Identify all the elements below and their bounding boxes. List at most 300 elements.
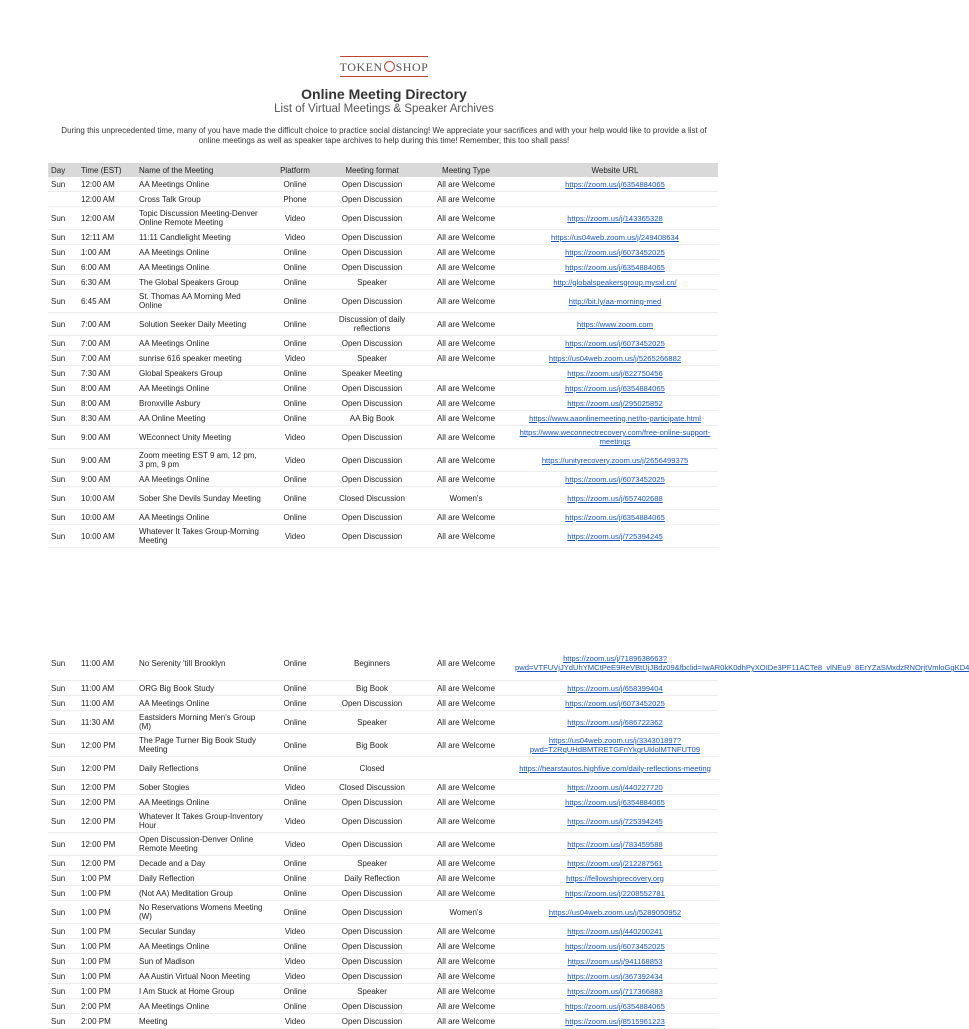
cell-time: 12:00 PM <box>78 780 136 795</box>
cell-format: Speaker <box>324 275 420 290</box>
cell-time: 1:00 PM <box>78 871 136 886</box>
cell-platform: Online <box>266 366 324 381</box>
cell-meeting-name: AA Meetings Online <box>136 472 266 487</box>
cell-day: Sun <box>48 646 78 681</box>
table-row <box>48 901 718 924</box>
cell-format: Open Discussion <box>324 886 420 901</box>
cell-meeting-name: Secular Sunday <box>136 924 266 939</box>
cell-type: All are Welcome <box>420 1014 512 1029</box>
cell-url[interactable]: https://us04web.zoom.us/j/334301897?pwd=T2RqUHdBMTRETGFnYkgrUklolMTNFUT09 <box>512 734 718 757</box>
cell-type: All are Welcome <box>420 381 512 396</box>
table-row <box>48 245 718 260</box>
cell-platform: Online <box>266 871 324 886</box>
cell-day: Sun <box>48 681 78 696</box>
cell-time: 6:30 AM <box>78 275 136 290</box>
cell-time: 1:00 AM <box>78 245 136 260</box>
cell-meeting-name: AA Meetings Online <box>136 939 266 954</box>
cell-type: All are Welcome <box>420 207 512 230</box>
cell-format: Open Discussion <box>324 1014 420 1029</box>
table-row <box>48 999 718 1014</box>
cell-day: Sun <box>48 969 78 984</box>
cell-format: Closed Discussion <box>324 780 420 795</box>
cell-format: Open Discussion <box>324 901 420 924</box>
cell-format: Open Discussion <box>324 230 420 245</box>
cell-format: Speaker <box>324 984 420 999</box>
cell-time: 7:00 AM <box>78 313 136 336</box>
table-row <box>48 207 718 230</box>
cell-url[interactable]: https://hearstautos.highfive.com/daily-reflections-meeting <box>512 757 718 780</box>
cell-time: 12:00 AM <box>78 177 136 192</box>
cell-url[interactable]: https://www.zoom.com <box>512 313 718 336</box>
cell-day: Sun <box>48 396 78 411</box>
cell-format: Speaker Meeting <box>324 366 420 381</box>
cell-platform: Online <box>266 795 324 810</box>
logo-text-right: SHOP <box>395 60 429 74</box>
cell-platform: Video <box>266 207 324 230</box>
cell-meeting-name: AA Meetings Online <box>136 795 266 810</box>
table-row <box>48 711 718 734</box>
cell-day: Sun <box>48 696 78 711</box>
cell-platform: Online <box>266 260 324 275</box>
cell-type: All are Welcome <box>420 177 512 192</box>
cell-time: 12:00 PM <box>78 810 136 833</box>
cell-time: 1:00 PM <box>78 886 136 901</box>
cell-platform: Online <box>266 290 324 313</box>
cell-type: All are Welcome <box>420 795 512 810</box>
cell-type: All are Welcome <box>420 999 512 1014</box>
table-row <box>48 381 718 396</box>
cell-type: All are Welcome <box>420 510 512 525</box>
cell-type <box>420 366 512 381</box>
cell-type: All are Welcome <box>420 275 512 290</box>
cell-url[interactable]: https://zoom.us/j/717366883 <box>512 984 718 999</box>
cell-platform: Online <box>266 411 324 426</box>
cell-day: Sun <box>48 924 78 939</box>
cell-format: Beginners <box>324 646 420 681</box>
cell-day: Sun <box>48 230 78 245</box>
table-row <box>48 192 718 207</box>
table-row <box>48 757 718 780</box>
cell-day: Sun <box>48 734 78 757</box>
table-row <box>48 230 718 245</box>
cell-meeting-name: Whatever It Takes Group-Morning Meeting <box>136 525 266 548</box>
cell-time: 12:00 AM <box>78 207 136 230</box>
table-row <box>48 449 718 472</box>
table-row <box>48 780 718 795</box>
cell-url[interactable]: https://unityrecovery.zoom.us/j/2656499375 <box>512 449 718 472</box>
cell-meeting-name: Daily Reflection <box>136 871 266 886</box>
cell-url[interactable]: https://us04web.zoom.us/j/5265266882 <box>512 351 718 366</box>
cell-url[interactable]: https://zoom.us/j/295025852 <box>512 396 718 411</box>
cell-meeting-name: Decade and a Day <box>136 856 266 871</box>
cell-type: All are Welcome <box>420 734 512 757</box>
cell-format: Big Book <box>324 734 420 757</box>
cell-url[interactable]: https://zoom.us/j/440227720 <box>512 780 718 795</box>
cell-type: All are Welcome <box>420 245 512 260</box>
tokenshop-logo <box>0 56 768 76</box>
cell-meeting-name: (Not AA) Meditation Group <box>136 886 266 901</box>
cell-format: Open Discussion <box>324 795 420 810</box>
cell-url[interactable]: https://zoom.us/j/686722362 <box>512 711 718 734</box>
cell-day: Sun <box>48 871 78 886</box>
cell-platform: Online <box>266 313 324 336</box>
cell-type: All are Welcome <box>420 954 512 969</box>
cell-platform: Online <box>266 245 324 260</box>
cell-meeting-name: Daily Reflections <box>136 757 266 780</box>
cell-url[interactable]: https://zoom.us/j/783459588 <box>512 833 718 856</box>
cell-time: 9:00 AM <box>78 449 136 472</box>
cell-format: Open Discussion <box>324 192 420 207</box>
cell-meeting-name: The Global Speakers Group <box>136 275 266 290</box>
cell-day: Sun <box>48 487 78 510</box>
cell-meeting-name: Cross Talk Group <box>136 192 266 207</box>
cell-time: 12:00 AM <box>78 192 136 207</box>
cell-meeting-name: Bronxville Asbury <box>136 396 266 411</box>
table-row <box>48 525 718 548</box>
cell-day: Sun <box>48 275 78 290</box>
cell-url[interactable]: http://globalspeakersgroup.mysxl.cn/ <box>512 275 718 290</box>
cell-url[interactable]: https://zoom.us/j/6354884065 <box>512 999 718 1014</box>
cell-format: Daily Reflection <box>324 871 420 886</box>
table-row <box>48 510 718 525</box>
cell-type: All are Welcome <box>420 290 512 313</box>
cell-day: Sun <box>48 426 78 449</box>
cell-url[interactable]: https://zoom.us/j/6354884065 <box>512 260 718 275</box>
cell-day: Sun <box>48 939 78 954</box>
cell-type: All are Welcome <box>420 810 512 833</box>
cell-meeting-name: Sober Stogies <box>136 780 266 795</box>
cell-format: Open Discussion <box>324 810 420 833</box>
cell-url[interactable]: https://zoom.us/j/6073452025 <box>512 245 718 260</box>
cell-day: Sun <box>48 449 78 472</box>
cell-url[interactable]: https://zoom.us/j/6073452025 <box>512 696 718 711</box>
col-header-format: Meeting format <box>324 163 420 177</box>
cell-platform: Phone <box>266 192 324 207</box>
cell-format: Closed <box>324 757 420 780</box>
cell-format: Open Discussion <box>324 472 420 487</box>
cell-meeting-name: I Am Stuck at Home Group <box>136 984 266 999</box>
cell-time: 1:00 PM <box>78 954 136 969</box>
cell-format: Open Discussion <box>324 177 420 192</box>
cell-meeting-name: AA Meetings Online <box>136 381 266 396</box>
table-row <box>48 411 718 426</box>
cell-meeting-name: sunrise 616 speaker meeting <box>136 351 266 366</box>
cell-time: 2:00 PM <box>78 999 136 1014</box>
cell-url[interactable]: https://zoom.us/j/6073452025 <box>512 472 718 487</box>
table-row <box>48 954 718 969</box>
table-row <box>48 924 718 939</box>
cell-type: All are Welcome <box>420 969 512 984</box>
cell-time: 7:00 AM <box>78 336 136 351</box>
cell-meeting-name: Topic Discussion Meeting-Denver Online Remote Meeting <box>136 207 266 230</box>
cell-time: 1:00 PM <box>78 901 136 924</box>
col-header-name: Name of the Meeting <box>136 163 266 177</box>
table-row <box>48 260 718 275</box>
cell-url[interactable]: https://us04web.zoom.us/j/249408634 <box>512 230 718 245</box>
cell-platform: Video <box>266 525 324 548</box>
cell-meeting-name: AA Meetings Online <box>136 177 266 192</box>
cell-format: Open Discussion <box>324 510 420 525</box>
cell-url[interactable]: https://zoom.us/j/7189638663?pwd=VTFUVjJYdUhYMCtPeE9ReVBtUjJBdz09&fbclid=IwAR0kK0dhPyXOIDe3PF11ACTe8_vlNEu9_8ErYZaSMxdzRNOrjtVmloGgKD4 <box>512 646 718 681</box>
cell-time: 10:00 AM <box>78 487 136 510</box>
page-subtitle: List of Virtual Meetings & Speaker Archives <box>274 103 494 115</box>
cell-format: Open Discussion <box>324 696 420 711</box>
table-row <box>48 696 718 711</box>
cell-platform: Video <box>266 351 324 366</box>
table-row <box>48 472 718 487</box>
cell-day: Sun <box>48 810 78 833</box>
cell-platform: Online <box>266 472 324 487</box>
cell-day: Sun <box>48 510 78 525</box>
cell-time: 6:00 AM <box>78 260 136 275</box>
table-row <box>48 856 718 871</box>
cell-meeting-name: The Page Turner Big Book Study Meeting <box>136 734 266 757</box>
cell-day: Sun <box>48 954 78 969</box>
cell-day: Sun <box>48 336 78 351</box>
cell-url[interactable]: https://zoom.us/j/6073452025 <box>512 336 718 351</box>
cell-meeting-name: Meeting <box>136 1014 266 1029</box>
cell-type: All are Welcome <box>420 449 512 472</box>
table-row <box>48 290 718 313</box>
cell-type: Women's <box>420 487 512 510</box>
cell-time: 10:00 AM <box>78 525 136 548</box>
cell-day: Sun <box>48 245 78 260</box>
col-header-type: Meeting Type <box>420 163 512 177</box>
cell-type: All are Welcome <box>420 525 512 548</box>
col-header-platform: Platform <box>266 163 324 177</box>
table-row <box>48 336 718 351</box>
logo-emblem-icon <box>384 61 395 72</box>
cell-platform: Online <box>266 999 324 1014</box>
cell-url[interactable]: https://fellowshiprecovery.org <box>512 871 718 886</box>
cell-url[interactable]: https://zoom.us/j/622750456 <box>512 366 718 381</box>
cell-day: Sun <box>48 856 78 871</box>
cell-url <box>512 192 718 207</box>
cell-meeting-name: No Serenity 'till Brooklyn <box>136 646 266 681</box>
table-row <box>48 871 718 886</box>
cell-day: Sun <box>48 525 78 548</box>
cell-platform: Online <box>266 487 324 510</box>
cell-format: Open Discussion <box>324 396 420 411</box>
cell-url[interactable]: https://zoom.us/j/6354884065 <box>512 510 718 525</box>
cell-platform: Online <box>266 177 324 192</box>
cell-platform: Video <box>266 954 324 969</box>
cell-type: All are Welcome <box>420 230 512 245</box>
meeting-table-top <box>48 163 718 548</box>
cell-time: 1:00 PM <box>78 969 136 984</box>
cell-format: Open Discussion <box>324 939 420 954</box>
cell-format: Open Discussion <box>324 833 420 856</box>
cell-meeting-name: AA Meetings Online <box>136 260 266 275</box>
cell-format: Open Discussion <box>324 969 420 984</box>
cell-format: Open Discussion <box>324 245 420 260</box>
cell-format: Open Discussion <box>324 449 420 472</box>
cell-meeting-name: Whatever It Takes Group-Inventory Hour <box>136 810 266 833</box>
cell-type: All are Welcome <box>420 924 512 939</box>
cell-url[interactable]: https://zoom.us/j/440200241 <box>512 924 718 939</box>
cell-meeting-name: 11:11 Candlelight Meeting <box>136 230 266 245</box>
table-row <box>48 275 718 290</box>
table-row <box>48 886 718 901</box>
cell-time: 1:00 PM <box>78 984 136 999</box>
cell-type: All are Welcome <box>420 871 512 886</box>
cell-day <box>48 192 78 207</box>
cell-time: 7:30 AM <box>78 366 136 381</box>
cell-format: Open Discussion <box>324 426 420 449</box>
cell-time: 11:30 AM <box>78 711 136 734</box>
table-row <box>48 810 718 833</box>
cell-time: 10:00 AM <box>78 510 136 525</box>
cell-format: Open Discussion <box>324 260 420 275</box>
cell-url[interactable]: https://zoom.us/j/6073452025 <box>512 939 718 954</box>
col-header-url: Website URL <box>512 163 718 177</box>
cell-format: Open Discussion <box>324 954 420 969</box>
cell-type: All are Welcome <box>420 681 512 696</box>
cell-url[interactable]: https://www.weconnectrecovery.com/free-online-support-meetings <box>512 426 718 449</box>
cell-type: All are Welcome <box>420 313 512 336</box>
col-header-day: Day <box>48 163 78 177</box>
cell-type: All are Welcome <box>420 426 512 449</box>
cell-meeting-name: AA Meetings Online <box>136 510 266 525</box>
cell-type: All are Welcome <box>420 260 512 275</box>
cell-url[interactable]: https://zoom.us/j/6354884065 <box>512 795 718 810</box>
cell-format: Speaker <box>324 351 420 366</box>
cell-platform: Online <box>266 336 324 351</box>
table-row <box>48 734 718 757</box>
cell-type: All are Welcome <box>420 696 512 711</box>
table-row <box>48 795 718 810</box>
cell-type: All are Welcome <box>420 886 512 901</box>
cell-type: All are Welcome <box>420 939 512 954</box>
table-row <box>48 984 718 999</box>
cell-meeting-name: AA Austin Virtual Noon Meeting <box>136 969 266 984</box>
cell-url[interactable]: https://zoom.us/j/657402688 <box>512 487 718 510</box>
cell-platform: Online <box>266 901 324 924</box>
cell-url[interactable]: https://zoom.us/j/725394245 <box>512 810 718 833</box>
cell-day: Sun <box>48 833 78 856</box>
cell-day: Sun <box>48 411 78 426</box>
cell-meeting-name: AA Online Meeting <box>136 411 266 426</box>
cell-url[interactable]: https://zoom.us/j/6354884065 <box>512 177 718 192</box>
cell-type: All are Welcome <box>420 833 512 856</box>
table-row <box>48 646 718 681</box>
cell-url[interactable]: https://zoom.us/j/941168853 <box>512 954 718 969</box>
cell-platform: Video <box>266 810 324 833</box>
cell-format: AA Big Book <box>324 411 420 426</box>
cell-day: Sun <box>48 351 78 366</box>
cell-time: 11:00 AM <box>78 696 136 711</box>
cell-format: Discussion of daily reflections <box>324 313 420 336</box>
cell-platform: Online <box>266 711 324 734</box>
logo-text-left: TOKEN <box>339 60 383 74</box>
table-row <box>48 177 718 192</box>
cell-format: Speaker <box>324 711 420 734</box>
cell-url[interactable]: https://zoom.us/j/212287561 <box>512 856 718 871</box>
cell-time: 12:00 PM <box>78 833 136 856</box>
cell-platform: Online <box>266 646 324 681</box>
cell-meeting-name: Zoom meeting EST 9 am, 12 pm, 3 pm, 9 pm <box>136 449 266 472</box>
cell-platform: Online <box>266 681 324 696</box>
cell-platform: Video <box>266 969 324 984</box>
cell-time: 2:00 PM <box>78 1014 136 1029</box>
cell-time: 7:00 AM <box>78 351 136 366</box>
cell-day: Sun <box>48 207 78 230</box>
cell-meeting-name: AA Meetings Online <box>136 696 266 711</box>
table-row <box>48 366 718 381</box>
cell-format: Closed Discussion <box>324 487 420 510</box>
cell-meeting-name: AA Meetings Online <box>136 245 266 260</box>
cell-url[interactable]: https://zoom.us/j/367392434 <box>512 969 718 984</box>
cell-url[interactable]: https://us04web.zoom.us/j/5289050952 <box>512 901 718 924</box>
cell-url[interactable]: http://bit.ly/aa-morning-med <box>512 290 718 313</box>
col-header-time: Time (EST) <box>78 163 136 177</box>
table-row <box>48 396 718 411</box>
table-row <box>48 426 718 449</box>
cell-platform: Video <box>266 780 324 795</box>
cell-day: Sun <box>48 795 78 810</box>
cell-meeting-name: AA Meetings Online <box>136 336 266 351</box>
table-row <box>48 969 718 984</box>
cell-format: Open Discussion <box>324 290 420 313</box>
cell-meeting-name: Eastsiders Morning Men's Group (M) <box>136 711 266 734</box>
cell-type: All are Welcome <box>420 411 512 426</box>
cell-platform: Online <box>266 696 324 711</box>
cell-day: Sun <box>48 780 78 795</box>
cell-day: Sun <box>48 999 78 1014</box>
cell-format: Big Book <box>324 681 420 696</box>
cell-day: Sun <box>48 901 78 924</box>
cell-url[interactable]: https://zoom.us/j/725394245 <box>512 525 718 548</box>
cell-url[interactable]: https://zoom.us/j/2208552781 <box>512 886 718 901</box>
page-title: Online Meeting Directory <box>301 86 467 102</box>
cell-day: Sun <box>48 1014 78 1029</box>
cell-platform: Video <box>266 449 324 472</box>
cell-url[interactable]: https://zoom.us/j/143365328 <box>512 207 718 230</box>
cell-type: All are Welcome <box>420 780 512 795</box>
cell-type: All are Welcome <box>420 396 512 411</box>
cell-platform: Online <box>266 734 324 757</box>
cell-meeting-name: Global Speakers Group <box>136 366 266 381</box>
cell-platform: Online <box>266 757 324 780</box>
cell-url[interactable]: https://zoom.us/j/658399404 <box>512 681 718 696</box>
cell-url[interactable]: https://zoom.us/j/6354884065 <box>512 381 718 396</box>
cell-time: 12:11 AM <box>78 230 136 245</box>
cell-time: 12:00 PM <box>78 795 136 810</box>
cell-time: 12:00 PM <box>78 757 136 780</box>
table-row <box>48 833 718 856</box>
cell-time: 12:00 PM <box>78 856 136 871</box>
cell-url[interactable]: https://www.aaonlinemeeting.net/to-participate.html <box>512 411 718 426</box>
cell-day: Sun <box>48 381 78 396</box>
cell-day: Sun <box>48 886 78 901</box>
cell-meeting-name: Sober She Devils Sunday Meeting <box>136 487 266 510</box>
cell-time: 12:00 PM <box>78 734 136 757</box>
cell-time: 8:30 AM <box>78 411 136 426</box>
table-row <box>48 313 718 336</box>
cell-day: Sun <box>48 260 78 275</box>
cell-platform: Online <box>266 275 324 290</box>
cell-day: Sun <box>48 177 78 192</box>
cell-day: Sun <box>48 313 78 336</box>
cell-format: Open Discussion <box>324 207 420 230</box>
cell-time: 6:45 AM <box>78 290 136 313</box>
cell-url[interactable]: https://zoom.us/j/8515961223 <box>512 1014 718 1029</box>
cell-format: Open Discussion <box>324 336 420 351</box>
cell-meeting-name: ORG Big Book Study <box>136 681 266 696</box>
cell-day: Sun <box>48 472 78 487</box>
cell-platform: Video <box>266 230 324 245</box>
table-row <box>48 681 718 696</box>
